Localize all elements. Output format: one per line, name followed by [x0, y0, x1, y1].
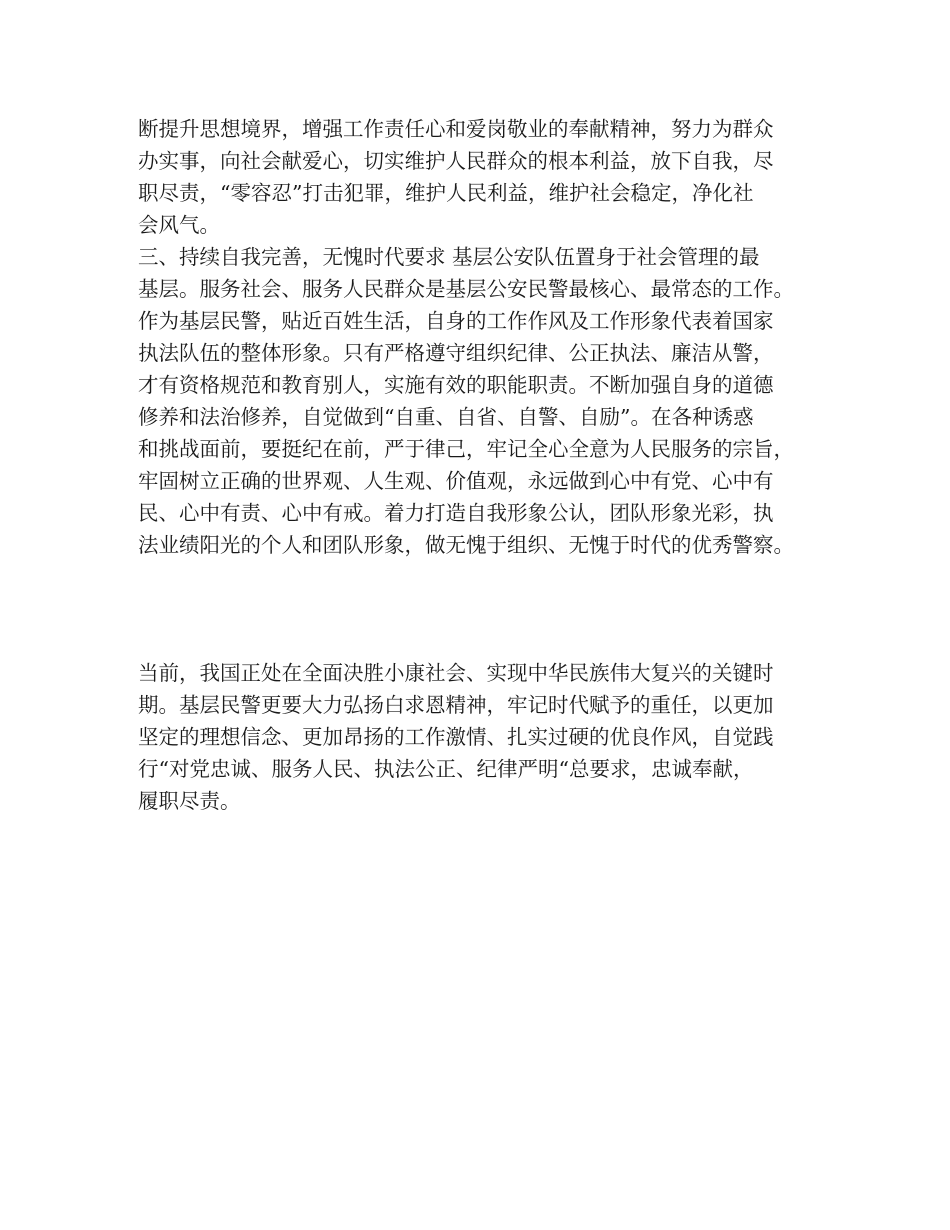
text-line: 断提升思想境界，增强工作责任心和爱岗敬业的奉献精神，努力为群众: [138, 117, 774, 141]
text-line: 牢固树立正确的世界观、人生观、价值观，永远做到心中有党、心中有: [138, 469, 774, 493]
text-line: 和挑战面前，要挺纪在前，严于律己，牢记全心全意为人民服务的宗旨，: [138, 437, 794, 461]
text-line: 法业绩阳光的个人和团队形象，做无愧于组织、无愧于时代的优秀警察。: [138, 533, 794, 557]
text-line: 修养和法治修养，自觉做到“自重、自省、自警、自励”。在各种诱惑: [138, 405, 754, 429]
paragraph-closing: [138, 657, 838, 817]
text-line: 才有资格规范和教育别人，实施有效的职能职责。不断加强自身的道德: [138, 373, 774, 397]
paragraph-duty-commitment: [138, 113, 838, 241]
text-line: 作为基层民警，贴近百姓生活，自身的工作作风及工作形象代表着国家: [138, 309, 774, 333]
text-line: 办实事，向社会献爱心，切实维护人民群众的根本利益，放下自我，尽: [138, 149, 774, 173]
text-line: 基层。服务社会、服务人民群众是基层公安民警最核心、最常态的工作。: [138, 277, 794, 301]
section-heading-line: 三、持续自我完善，无愧时代要求 基层公安队伍置身于社会管理的最: [138, 245, 760, 269]
text-line: 会风气。: [138, 213, 220, 237]
text-line: 当前，我国正处在全面决胜小康社会、实现中华民族伟大复兴的关键时: [138, 661, 774, 685]
text-line: 职尽责，“零容忍”打击犯罪，维护人民利益，维护社会稳定，净化社: [138, 181, 754, 205]
text-line: 民、心中有责、心中有戒。着力打造自我形象公认，团队形象光彩，执: [138, 501, 774, 525]
text-line: 行“对党忠诚、服务人民、执法公正、纪律严明“总要求，忠诚奉献，: [138, 757, 754, 781]
text-line: 执法队伍的整体形象。只有严格遵守组织纪律、公正执法、廉洁从警，: [138, 341, 774, 365]
text-line: 坚定的理想信念、更加昂扬的工作激情、扎实过硬的优良作风，自觉践: [138, 725, 774, 749]
text-line: 期。基层民警更要大力弘扬白求恩精神，牢记时代赋予的重任，以更加: [138, 693, 774, 717]
text-line: 履职尽责。: [138, 789, 241, 813]
paragraph-section-three: [138, 241, 838, 561]
